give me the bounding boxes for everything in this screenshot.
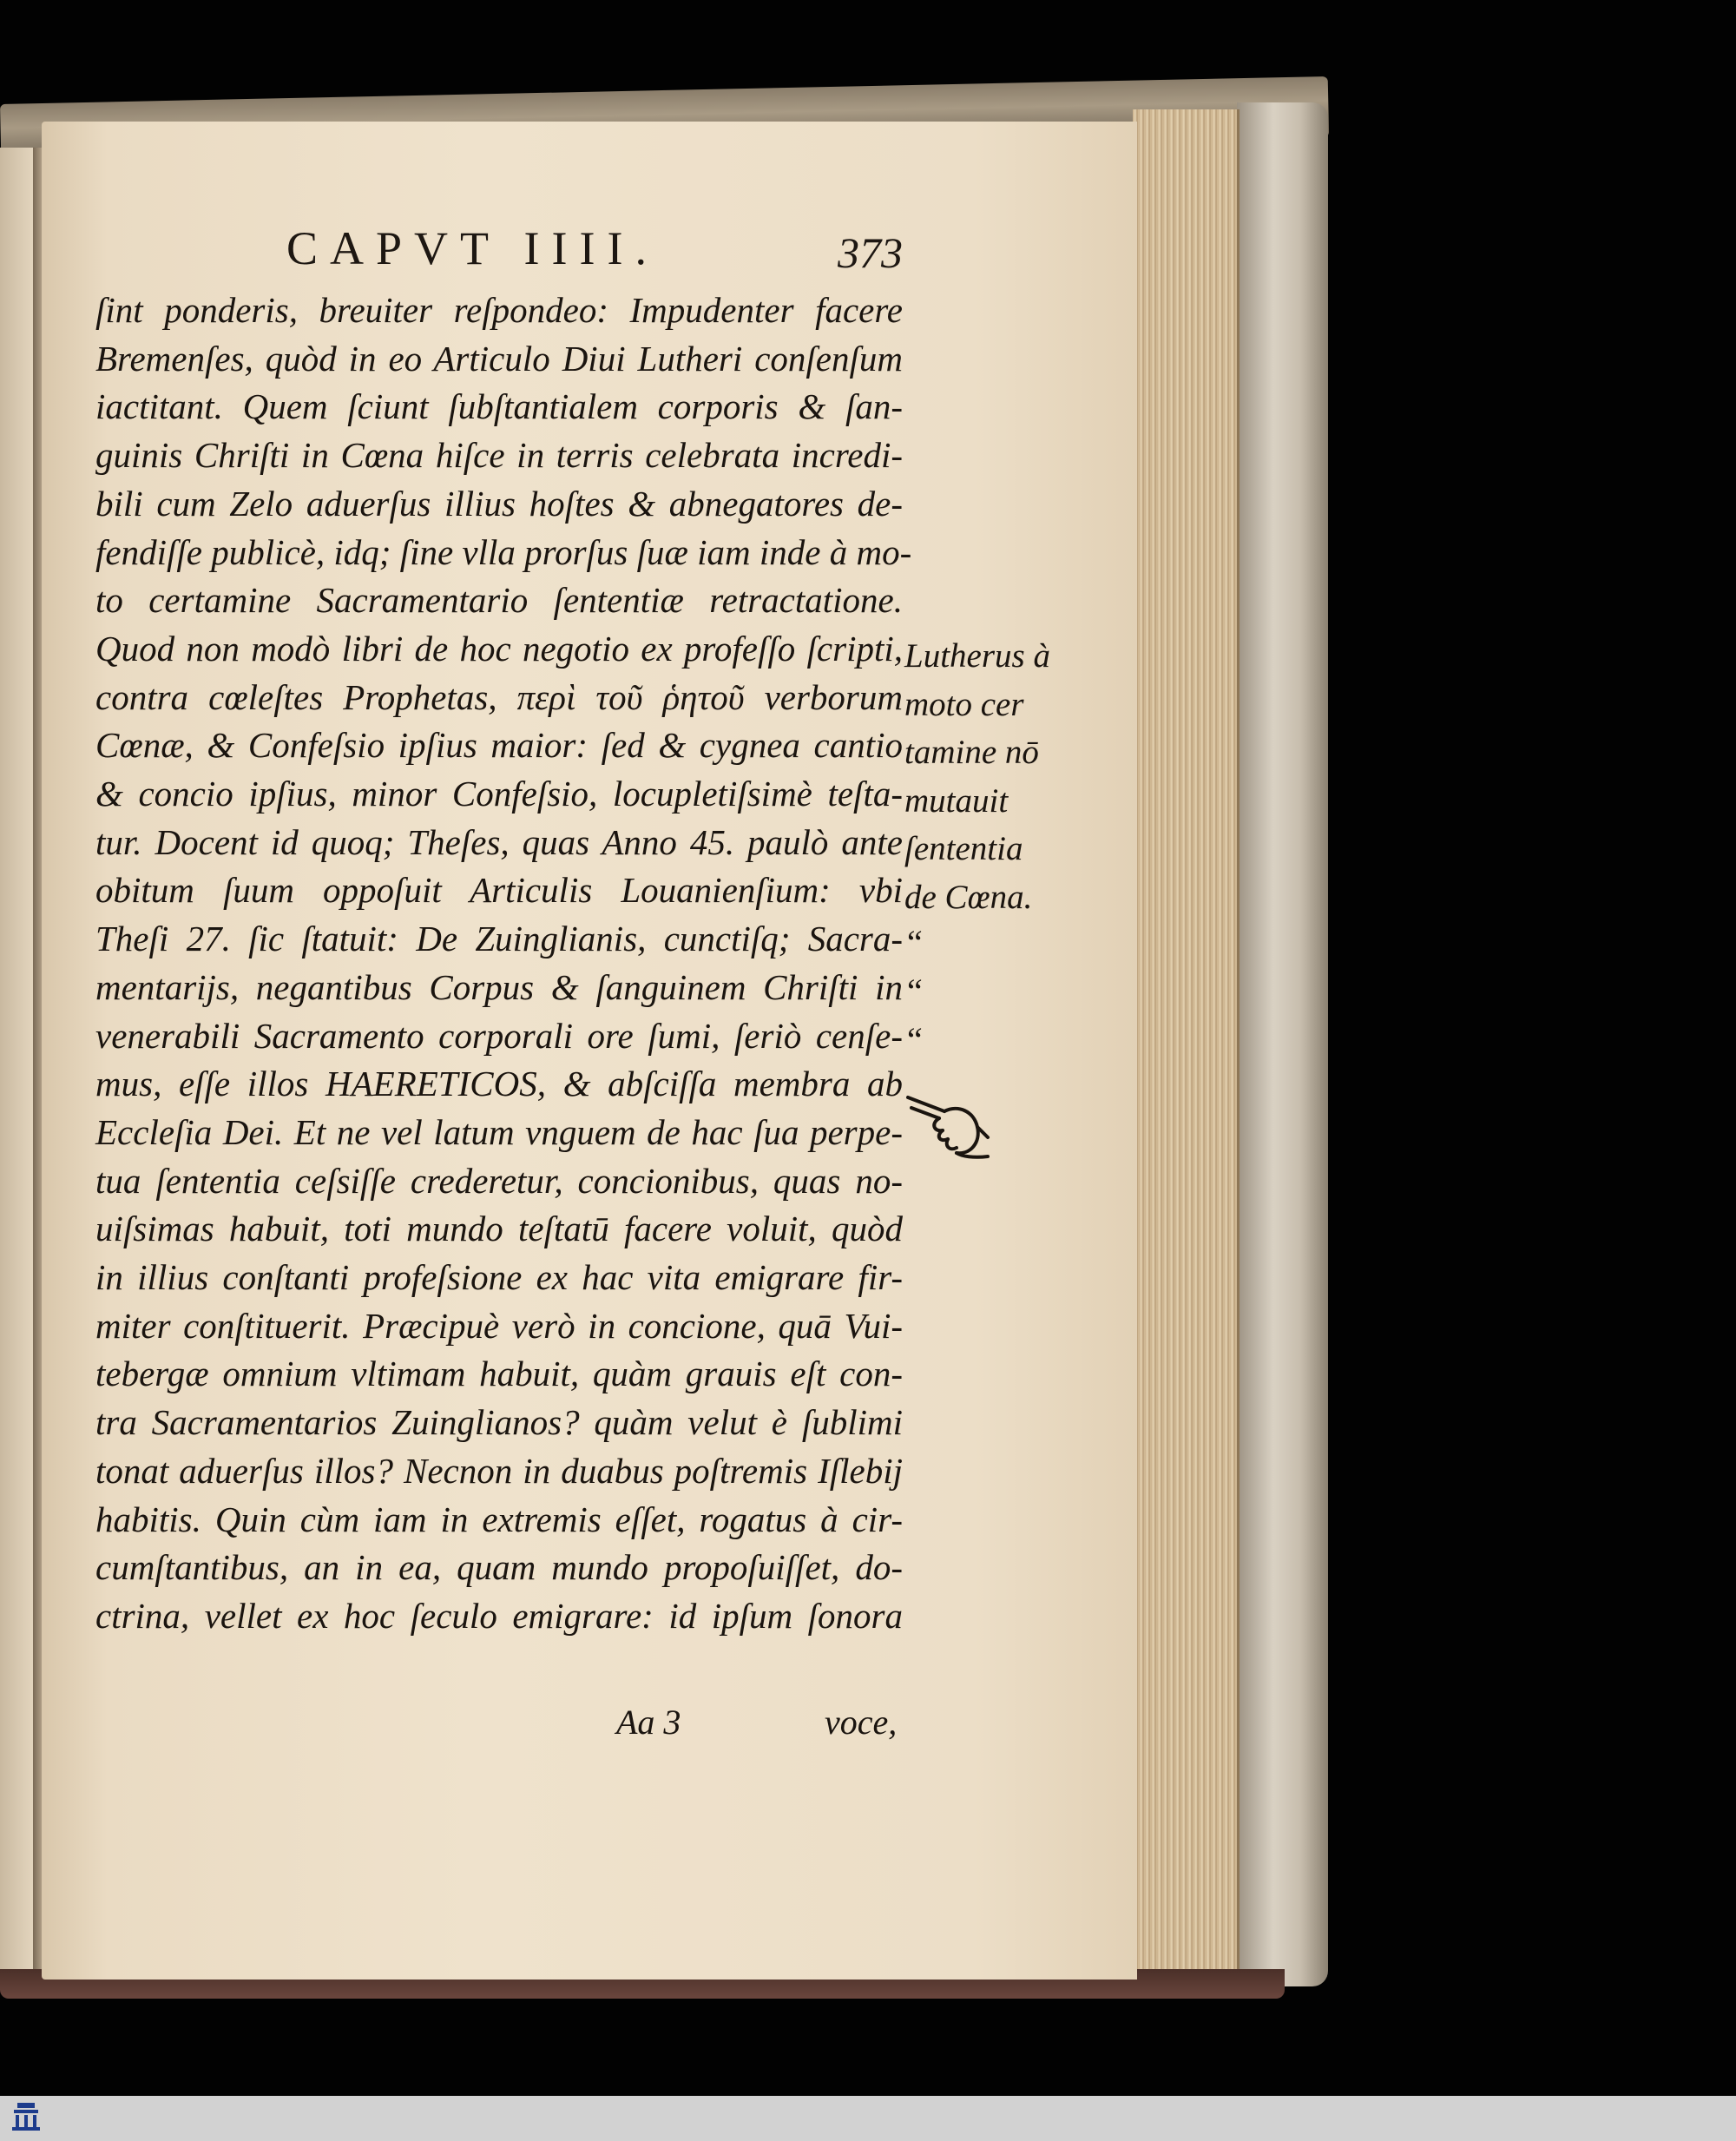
text-line: habitis. Quin cùm iam in extremis eſſet, rogatus à cir- [95, 1499, 903, 1539]
text-line: in illius conſtanti profeſsione ex hac vita emigrare fir- [95, 1257, 903, 1298]
text-line: obitum ſuum oppoſuit Articulis Louanienſium: vbi [95, 870, 903, 911]
book-fore-edge-cover [1237, 102, 1328, 1986]
text-line: guinis Chriſti in Cœna hiſce in terris celebrata incredi- [95, 435, 903, 476]
quotation-mark: “ [907, 972, 923, 1011]
text-line: tua ſententia ceſsiſſe crederetur, concionibus, quas no- [95, 1160, 903, 1201]
text-line: tebergæ omnium vltimam habuit, quàm grauis eſt con- [95, 1354, 903, 1394]
page-block-edges [1133, 109, 1240, 1976]
quotation-mark: “ [907, 923, 923, 962]
margin-note-line: Lutherus à [904, 637, 1050, 675]
margin-note-line: moto cer [904, 685, 1024, 723]
text-line: mus, eſſe illos HAERETICOS, & abſciſſa membra ab [95, 1064, 903, 1104]
text-line: to certamine Sacramentario ſententiæ retractatione. [95, 580, 903, 621]
text-line: mentarijs, negantibus Corpus & ſanguinem Chriſti in [95, 966, 903, 1007]
margin-note-line: tamine nō [904, 734, 1039, 771]
viewer-bottom-bar [0, 2096, 1736, 2141]
text-line: Cœnæ, & Confeſsio ipſius maior: ſed & cygnea cantio [95, 725, 903, 766]
text-line: venerabili Sacramento corporali ore ſumi, ſeriò cenſe- [95, 1015, 903, 1056]
text-line: bili cum Zelo aduerſus illius hoſtes & abnegatores de- [95, 483, 903, 524]
margin-note [904, 632, 1069, 921]
text-line: ſint ponderis, breuiter reſpondeo: Impudenter facere [95, 290, 903, 330]
facing-page-edge [0, 148, 35, 1980]
running-head: CAPVT IIII. [286, 222, 659, 274]
text-line: contra cœleſtes Prophetas, περὶ τοῦ ῥητοῦ verborum [95, 676, 903, 717]
signature-mark: Aa 3 [616, 1703, 681, 1742]
text-line: tra Sacramentarios Zuinglianos? quàm velut è ſublimi [95, 1402, 903, 1443]
library-logo-icon [5, 2099, 47, 2138]
text-line: ctrina, vellet ex hoc ſeculo emigrare: id ipſum ſonora [95, 1595, 903, 1636]
catchword: voce, [825, 1703, 898, 1742]
margin-note-line: de Cœna. [904, 878, 1033, 916]
text-line: Eccleſia Dei. Et ne vel latum vnguem de hac ſua perpe- [95, 1111, 903, 1152]
text-line: tur. Docent id quoq; Theſes, quas Anno 45. paulò ante [95, 821, 903, 862]
page-number: 373 [838, 228, 903, 277]
text-line: miter conſtituerit. Præcipuè verò in concione, quā Vui- [95, 1305, 903, 1346]
margin-note-line: mutauit [904, 781, 1009, 820]
text-line: tonat aduerſus illos? Necnon in duabus poſtremis Iſlebij [95, 1450, 903, 1491]
text-line: Quod non modò libri de hoc negotio ex profeſſo ſcripti, [95, 628, 903, 669]
text-line: Bremenſes, quòd in eo Articulo Diui Lutheri conſenſum [95, 338, 903, 379]
text-line: fendiſſe publicè, idq; ſine vlla prorſus ſuæ iam inde à mo- [95, 531, 912, 572]
text-line: & concio ipſius, minor Confeſsio, locupletiſsimè teſta- [95, 774, 903, 814]
text-line: cumſtantibus, an in ea, quam mundo propoſuiſſet, do- [95, 1547, 903, 1588]
text-line: uiſsimas habuit, toti mundo teſtatū facere voluit, quòd [95, 1209, 903, 1249]
text-line: iactitant. Quem ſciunt ſubſtantialem corporis & ſan- [95, 386, 903, 427]
text-line: Theſi 27. ſic ſtatuit: De Zuinglianis, cunctiſq; Sacra- [95, 919, 903, 959]
manicule-icon [904, 1085, 991, 1163]
body-text [95, 287, 912, 1641]
quotation-mark: “ [907, 1020, 923, 1059]
margin-note-line: ſententia [904, 830, 1023, 867]
